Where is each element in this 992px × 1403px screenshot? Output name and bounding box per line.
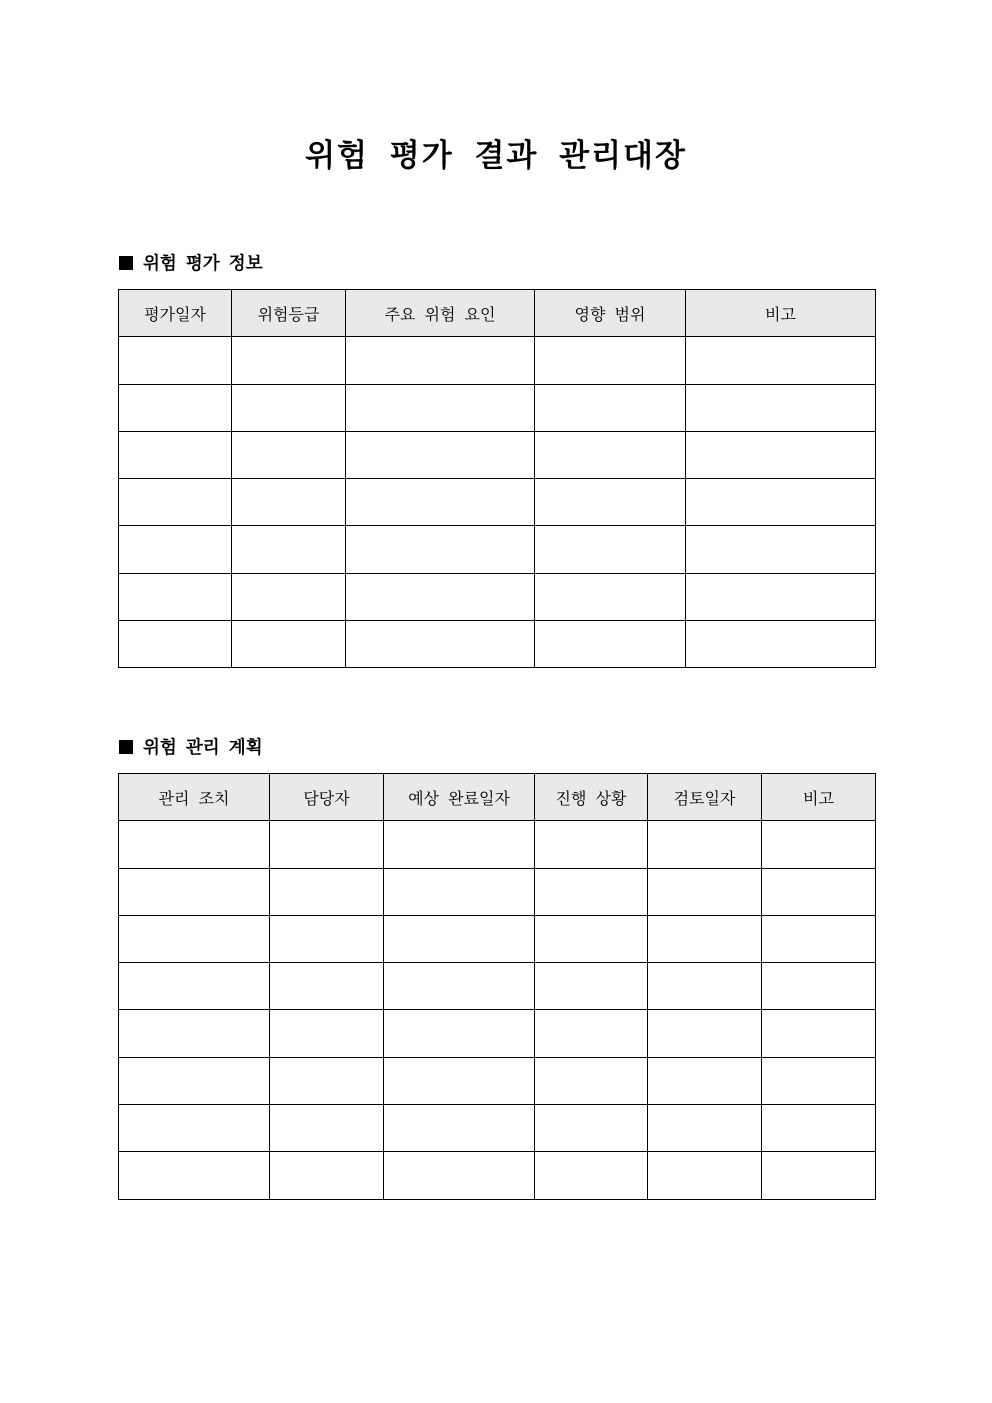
- table-cell[interactable]: [535, 1057, 648, 1104]
- table-cell[interactable]: [232, 337, 346, 384]
- table-cell[interactable]: [384, 821, 535, 868]
- square-bullet-icon: [119, 256, 133, 270]
- table-cell[interactable]: [535, 479, 686, 526]
- table-row: [119, 431, 876, 478]
- table-cell[interactable]: [384, 1010, 535, 1057]
- table-cell[interactable]: [346, 526, 535, 573]
- table-cell[interactable]: [648, 1105, 762, 1152]
- table-cell[interactable]: [535, 526, 686, 573]
- table-cell[interactable]: [648, 1010, 762, 1057]
- table-cell[interactable]: [346, 479, 535, 526]
- column-header-remarks: 비고: [762, 774, 876, 821]
- table-row: [119, 821, 876, 868]
- table-row: [119, 479, 876, 526]
- table-cell[interactable]: [762, 1152, 876, 1199]
- table-cell[interactable]: [762, 915, 876, 962]
- table-cell[interactable]: [648, 915, 762, 962]
- table-cell[interactable]: [535, 1152, 648, 1199]
- table-cell[interactable]: [270, 1010, 384, 1057]
- table-cell[interactable]: [270, 915, 384, 962]
- table-cell[interactable]: [232, 573, 346, 620]
- table-cell[interactable]: [648, 821, 762, 868]
- table-row: [119, 384, 876, 431]
- table-row: [119, 915, 876, 962]
- table-cell[interactable]: [535, 573, 686, 620]
- table-cell[interactable]: [535, 384, 686, 431]
- table-cell[interactable]: [535, 1010, 648, 1057]
- table-cell[interactable]: [270, 1152, 384, 1199]
- table-cell[interactable]: [119, 1010, 270, 1057]
- table-cell[interactable]: [119, 573, 232, 620]
- column-header-person-in-charge: 담당자: [270, 774, 384, 821]
- section-heading-label: 위험 관리 계획: [143, 738, 263, 758]
- table-cell[interactable]: [762, 1105, 876, 1152]
- table-cell[interactable]: [686, 479, 876, 526]
- table-cell[interactable]: [232, 526, 346, 573]
- table-row: [119, 526, 876, 573]
- table-cell[interactable]: [270, 821, 384, 868]
- column-header-review-date: 검토일자: [648, 774, 762, 821]
- table-cell[interactable]: [270, 1057, 384, 1104]
- table-cell[interactable]: [270, 963, 384, 1010]
- table-cell[interactable]: [535, 915, 648, 962]
- table-cell[interactable]: [648, 963, 762, 1010]
- table-cell[interactable]: [119, 337, 232, 384]
- column-header-risk-level: 위험등급: [232, 290, 346, 337]
- table-cell[interactable]: [762, 868, 876, 915]
- table-cell[interactable]: [270, 868, 384, 915]
- table-cell[interactable]: [384, 868, 535, 915]
- assessment-table: [118, 289, 876, 668]
- table-cell[interactable]: [535, 337, 686, 384]
- table-cell[interactable]: [346, 384, 535, 431]
- table-cell[interactable]: [686, 431, 876, 478]
- table-cell[interactable]: [119, 1057, 270, 1104]
- table-row: [119, 1010, 876, 1057]
- table-row: [119, 621, 876, 668]
- table-cell[interactable]: [535, 431, 686, 478]
- table-cell[interactable]: [535, 821, 648, 868]
- table-cell[interactable]: [119, 526, 232, 573]
- table-cell[interactable]: [648, 1152, 762, 1199]
- table-cell[interactable]: [535, 963, 648, 1010]
- table-cell[interactable]: [232, 431, 346, 478]
- table-cell[interactable]: [535, 868, 648, 915]
- section-heading-label: 위험 평가 정보: [143, 254, 263, 274]
- table-cell[interactable]: [686, 573, 876, 620]
- table-cell[interactable]: [232, 479, 346, 526]
- column-header-remarks: 비고: [686, 290, 876, 337]
- table-row: [119, 1152, 876, 1199]
- section-heading-assessment: [119, 252, 263, 276]
- table-cell[interactable]: [648, 1057, 762, 1104]
- table-cell[interactable]: [648, 868, 762, 915]
- table-header-row: [119, 290, 876, 337]
- column-header-progress-status: 진행 상황: [535, 774, 648, 821]
- table-cell[interactable]: [346, 573, 535, 620]
- column-header-impact-scope: 영향 범위: [535, 290, 686, 337]
- column-header-expected-completion-date: 예상 완료일자: [384, 774, 535, 821]
- table-cell[interactable]: [762, 1057, 876, 1104]
- table-cell[interactable]: [346, 621, 535, 668]
- table-cell[interactable]: [762, 821, 876, 868]
- table-cell[interactable]: [384, 1152, 535, 1199]
- table-cell[interactable]: [686, 526, 876, 573]
- table-header-row: [119, 774, 876, 821]
- table-row: [119, 1105, 876, 1152]
- column-header-assessment-date: 평가일자: [119, 290, 232, 337]
- table-cell[interactable]: [232, 621, 346, 668]
- table-row: [119, 573, 876, 620]
- table-cell[interactable]: [119, 1105, 270, 1152]
- table-cell[interactable]: [119, 868, 270, 915]
- table-row: [119, 963, 876, 1010]
- table-cell[interactable]: [119, 384, 232, 431]
- table-cell[interactable]: [119, 479, 232, 526]
- table-cell[interactable]: [384, 1105, 535, 1152]
- management-plan-table: [118, 773, 876, 1200]
- table-cell[interactable]: [119, 621, 232, 668]
- table-cell[interactable]: [535, 1105, 648, 1152]
- table-row: [119, 337, 876, 384]
- section-heading-plan: [119, 736, 263, 760]
- table-cell[interactable]: [270, 1105, 384, 1152]
- column-header-management-action: 관리 조치: [119, 774, 270, 821]
- table-cell[interactable]: [346, 337, 535, 384]
- table-cell[interactable]: [119, 1152, 270, 1199]
- table-cell[interactable]: [535, 621, 686, 668]
- table-cell[interactable]: [384, 963, 535, 1010]
- table-cell[interactable]: [346, 431, 535, 478]
- table-cell[interactable]: [762, 1010, 876, 1057]
- table-cell[interactable]: [384, 915, 535, 962]
- table-row: [119, 868, 876, 915]
- table-cell[interactable]: [119, 431, 232, 478]
- table-cell[interactable]: [686, 337, 876, 384]
- table-cell[interactable]: [384, 1057, 535, 1104]
- table-cell[interactable]: [762, 963, 876, 1010]
- table-cell[interactable]: [232, 384, 346, 431]
- column-header-key-risk-factors: 주요 위험 요인: [346, 290, 535, 337]
- table-cell[interactable]: [119, 915, 270, 962]
- table-cell[interactable]: [686, 384, 876, 431]
- table-row: [119, 1057, 876, 1104]
- square-bullet-icon: [119, 740, 133, 754]
- table-cell[interactable]: [119, 821, 270, 868]
- table-cell[interactable]: [119, 963, 270, 1010]
- page-title: 위험 평가 결과 관리대장: [305, 138, 687, 174]
- table-cell[interactable]: [686, 621, 876, 668]
